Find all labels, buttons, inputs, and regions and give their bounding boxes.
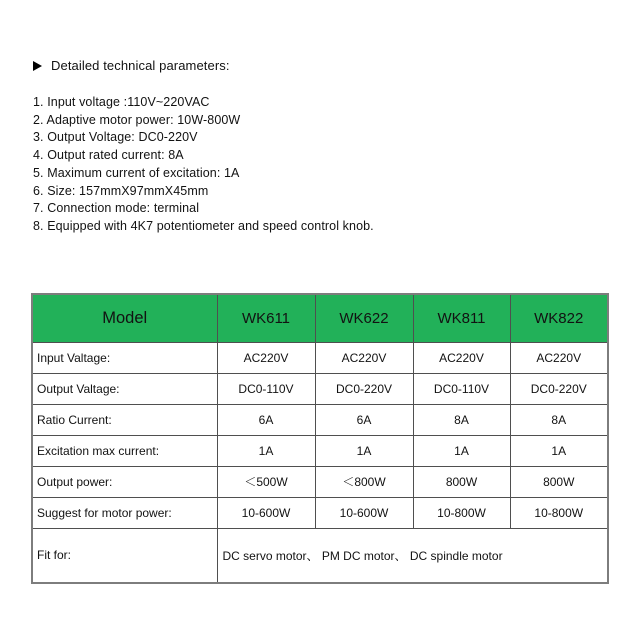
table-cell: 1A (217, 435, 315, 466)
table-cell: 10-600W (315, 497, 413, 528)
row-label: Suggest for motor power: (32, 497, 217, 528)
table-cell: 8A (510, 404, 608, 435)
row-label: Output Valtage: (32, 373, 217, 404)
table-cell: 1A (413, 435, 510, 466)
table-row-output-power (32, 466, 608, 497)
table-header-wk622: WK622 (315, 294, 413, 342)
parameter-item: 5. Maximum current of excitation: 1A (33, 165, 240, 180)
fit-for-value: DC servo motor、 PM DC motor、 DC spindle motor (217, 528, 608, 583)
parameter-item: 4. Output rated current: 8A (33, 148, 184, 163)
parameter-list (33, 94, 374, 236)
row-label: Excitation max current: (32, 435, 217, 466)
table-cell: 6A (217, 404, 315, 435)
parameter-item: 8. Equipped with 4K7 potentiometer and speed control knob. (33, 218, 374, 233)
table-cell: AC220V (315, 342, 413, 373)
table-header-model: Model (32, 294, 217, 342)
table-cell: DC0-110V (413, 373, 510, 404)
row-label: Output power: (32, 466, 217, 497)
table-cell: AC220V (413, 342, 510, 373)
right-triangle-icon (33, 61, 42, 71)
table-cell: 10-800W (413, 497, 510, 528)
table-cell: 10-800W (510, 497, 608, 528)
parameter-item: 1. Input voltage :110V~220VAC (33, 95, 210, 109)
table-cell: ＜500W (217, 466, 315, 497)
table-cell: 8A (413, 404, 510, 435)
parameter-item: 6. Size: 157mmX97mmX45mm (33, 183, 209, 198)
table-row-suggest-motor-power (32, 497, 608, 528)
table-cell: AC220V (217, 342, 315, 373)
table-cell: 6A (315, 404, 413, 435)
table-header-row (32, 294, 608, 342)
table-cell: DC0-220V (315, 373, 413, 404)
table-cell: 10-600W (217, 497, 315, 528)
section-title-row (33, 58, 230, 73)
parameter-item: 2. Adaptive motor power: 10W-800W (33, 112, 241, 127)
table-row-ratio-current (32, 404, 608, 435)
table-row-input-voltage (32, 342, 608, 373)
table-row-output-voltage (32, 373, 608, 404)
table-cell: DC0-220V (510, 373, 608, 404)
section-title: Detailed technical parameters: (51, 58, 230, 73)
table-cell: 800W (413, 466, 510, 497)
table-cell: 1A (315, 435, 413, 466)
table-header-wk822: WK822 (510, 294, 608, 342)
table-row-excitation-max-current (32, 435, 608, 466)
table-cell: ＜800W (315, 466, 413, 497)
parameter-item: 3. Output Voltage: DC0-220V (33, 130, 198, 145)
table-header-wk611: WK611 (217, 294, 315, 342)
row-label: Input Valtage: (32, 342, 217, 373)
row-label: Fit for: (32, 528, 217, 583)
table-cell: AC220V (510, 342, 608, 373)
row-label: Ratio Current: (32, 404, 217, 435)
table-row-fit-for (32, 528, 608, 583)
table-cell: DC0-110V (217, 373, 315, 404)
table-header-wk811: WK811 (413, 294, 510, 342)
table-cell: 800W (510, 466, 608, 497)
spec-table (31, 293, 609, 584)
table-cell: 1A (510, 435, 608, 466)
parameter-item: 7. Connection mode: terminal (33, 201, 200, 216)
